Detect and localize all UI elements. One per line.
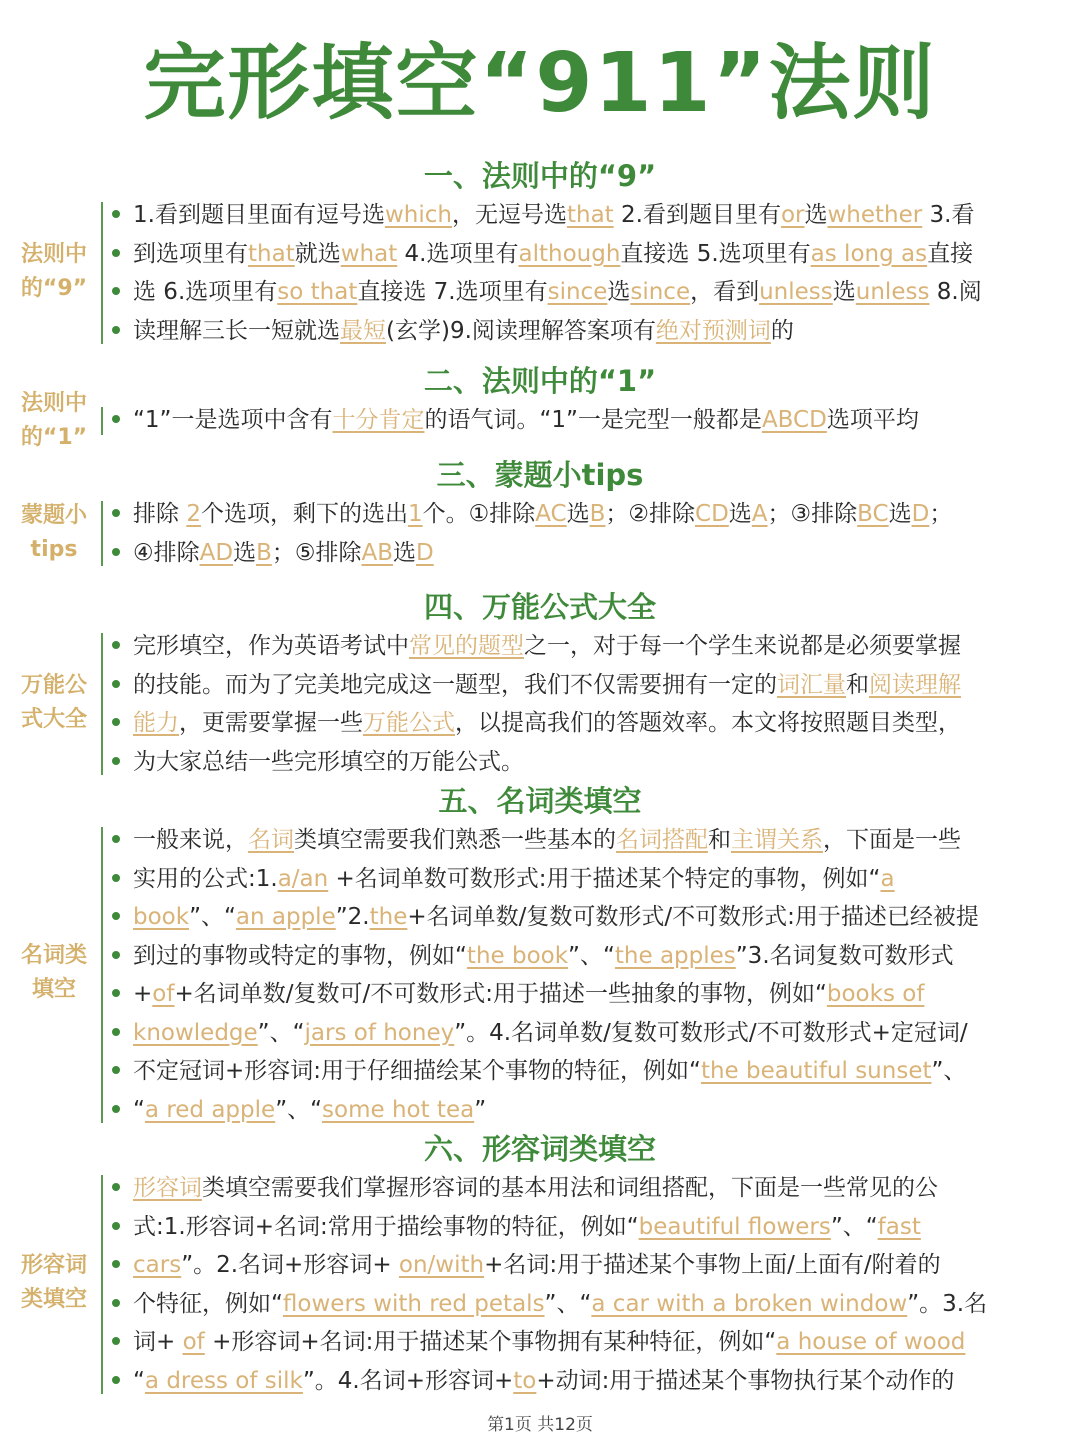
bullet-icon: [112, 249, 120, 257]
bullet-icon: [112, 1260, 120, 1268]
text-segment: ”。4.名词单数/复数可数形式/不可数形式+定冠词/: [454, 1019, 968, 1046]
keyword-highlight: 1: [407, 501, 423, 527]
keyword-highlight: what: [340, 240, 398, 267]
bullet-icon: [112, 1066, 120, 1074]
bullet-icon: [112, 1028, 120, 1036]
text-segment: 直接: [927, 240, 974, 267]
keyword-highlight: an apple: [235, 904, 336, 930]
text-line: [108, 975, 1080, 1014]
text-segment: 的: [770, 317, 794, 344]
section-lines: [108, 627, 1080, 781]
text-segment: ”。4.名词+形容词+: [302, 1367, 514, 1394]
bullet-icon: [112, 1105, 120, 1113]
keyword-highlight: unless: [759, 279, 833, 305]
text-segment: ；: [929, 501, 953, 527]
keyword-highlight: since: [630, 279, 691, 305]
bullet-icon: [112, 874, 120, 882]
section-formulas: [0, 587, 1080, 781]
bullet-icon: [112, 548, 120, 556]
text-line: [108, 495, 1080, 534]
keyword-highlight: which: [384, 202, 452, 228]
text-segment: 式:1.形容词+名词:常用于描绘事物的特征，例如“: [133, 1213, 639, 1240]
text-line: [108, 534, 1080, 573]
text-segment: ”3.名词复数可数形式: [735, 942, 954, 969]
text-segment: 直接选 5.选项里有: [620, 240, 811, 267]
section-heading: 六、形容词类填空: [423, 1132, 656, 1166]
section-lines: [108, 196, 1080, 350]
keyword-highlight: 最短: [340, 317, 386, 344]
keyword-highlight: 阅读理解: [869, 671, 961, 698]
text-segment: “1”一是选项中含有: [133, 407, 333, 433]
text-segment: 4.选项里有: [397, 240, 519, 267]
text-line: [108, 860, 1080, 899]
keyword-highlight: of: [152, 981, 175, 1007]
text-segment: ”、“: [830, 1213, 878, 1240]
bullet-icon: [112, 718, 120, 726]
section-heading: 二、法则中的“1”: [423, 364, 657, 398]
text-segment: ，无逗号选: [451, 202, 567, 228]
text-segment: ；⑤排除: [271, 539, 362, 566]
keyword-highlight: although: [518, 240, 621, 267]
text-line: [108, 196, 1080, 235]
section-heading: 四、万能公式大全: [423, 590, 656, 624]
keyword-highlight: as long as: [810, 240, 928, 267]
text-segment: 到选项里有: [133, 240, 248, 267]
bullet-icon: [112, 951, 120, 959]
text-segment: ，以提高我们的答题效率。本文将按照题目类型，: [455, 710, 961, 736]
keyword-highlight: on/with: [398, 1252, 485, 1278]
text-segment: 和: [846, 671, 869, 698]
section-label: 万能公 式大全: [20, 673, 87, 732]
text-line: [108, 743, 1080, 782]
section-adjective: [0, 1129, 1080, 1400]
bullet-icon: [112, 1337, 120, 1345]
keyword-highlight: the apples: [614, 942, 736, 969]
keyword-highlight: the: [369, 904, 408, 930]
text-segment: 8.阅: [929, 279, 982, 305]
bullet-icon: [112, 1299, 120, 1307]
text-segment: ”、“: [275, 1096, 323, 1123]
keyword-highlight: AB: [361, 539, 393, 566]
section-lines: [108, 1169, 1080, 1400]
keyword-highlight: ABCD: [761, 407, 827, 433]
section-rule-9: [0, 156, 1080, 350]
bullet-icon: [112, 1222, 120, 1230]
section-tips: [0, 455, 1080, 572]
keyword-highlight: of: [182, 1329, 205, 1355]
section-heading: 一、法则中的“9”: [423, 159, 657, 193]
text-segment: +名词单数可数形式:用于描述某个特定的事物，例如“: [328, 865, 881, 892]
text-line: [108, 666, 1080, 705]
text-segment: 直接选 7.选项里有: [357, 279, 548, 305]
keyword-highlight: 2: [186, 501, 201, 527]
text-line: [108, 1091, 1080, 1130]
section-divider: [101, 202, 103, 344]
text-line: [108, 1323, 1080, 1362]
text-segment: 之一，对于每一个学生来说都是必须要掌握: [524, 633, 961, 659]
keyword-highlight: that: [566, 202, 614, 228]
keyword-highlight: fast: [877, 1213, 921, 1240]
section-divider: [101, 407, 103, 435]
section-divider: [101, 827, 103, 1123]
text-segment: 个。①排除: [422, 501, 536, 527]
keyword-highlight: a/an: [277, 865, 329, 892]
keyword-highlight: so that: [277, 279, 358, 305]
keyword-highlight: D: [911, 501, 930, 527]
bullet-icon: [112, 210, 120, 218]
section-label: 法则中 的“1”: [20, 391, 88, 450]
bullet-icon: [112, 326, 120, 334]
text-segment: 完形填空，作为英语考试中: [133, 633, 409, 659]
keyword-highlight: since: [547, 279, 608, 305]
keyword-highlight: B: [589, 501, 606, 527]
bullet-icon: [112, 415, 120, 423]
section-divider: [101, 1175, 103, 1394]
text-segment: 1.看到题目里面有逗号选: [133, 202, 385, 228]
text-segment: +动词:用于描述某个事物执行某个动作的: [536, 1367, 955, 1394]
keyword-highlight: 名词搭配: [616, 827, 708, 853]
text-line: [108, 1285, 1080, 1324]
keyword-highlight: books of: [826, 981, 925, 1007]
keyword-highlight: that: [248, 240, 295, 267]
keyword-highlight: D: [416, 539, 434, 566]
keyword-highlight: cars: [133, 1252, 182, 1278]
keyword-highlight: 万能公式: [363, 710, 455, 736]
text-line: [108, 1246, 1080, 1285]
text-segment: ④排除: [133, 539, 200, 566]
text-segment: +: [133, 981, 153, 1007]
text-segment: 选: [804, 202, 828, 228]
text-segment: 选: [728, 501, 752, 527]
text-segment: 实用的公式:1.: [133, 865, 278, 892]
bullet-icon: [112, 757, 120, 765]
text-segment: 选: [607, 279, 631, 305]
keyword-highlight: the book: [466, 942, 569, 969]
keyword-highlight: jars of honey: [304, 1019, 455, 1046]
bullet-icon: [112, 509, 120, 517]
text-segment: +名词单数/复数可/不可数形式:用于描述一些抽象的事物，例如“: [174, 981, 827, 1007]
keyword-highlight: unless: [855, 279, 930, 305]
text-segment: 选: [888, 501, 912, 527]
text-segment: ”、“: [257, 1019, 305, 1046]
text-line: [108, 235, 1080, 274]
text-line: [108, 273, 1080, 312]
text-line: [108, 627, 1080, 666]
text-segment: ”、“: [544, 1290, 592, 1317]
keyword-highlight: to: [513, 1367, 537, 1394]
keyword-highlight: a house of wood: [776, 1329, 966, 1355]
text-line: [108, 937, 1080, 976]
text-line: [108, 1208, 1080, 1247]
text-line: [108, 401, 1080, 440]
section-heading: 三、蒙题小tips: [436, 458, 644, 492]
text-segment: ”、“: [189, 904, 236, 930]
text-segment: 的语气词。“1”一是完型一般都是: [424, 407, 762, 433]
text-segment: 选项平均: [826, 407, 919, 433]
keyword-highlight: a dress of silk: [144, 1367, 303, 1394]
text-line: [108, 312, 1080, 351]
text-line: [108, 704, 1080, 743]
text-segment: 为大家总结一些完形填空的万能公式。: [133, 748, 524, 775]
text-segment: 的技能。而为了完美地完成这一题型，我们不仅需要拥有一定的: [133, 671, 777, 698]
bullet-icon: [112, 1376, 120, 1384]
text-segment: ”。2.名词+形容词+: [181, 1252, 399, 1278]
text-segment: “: [133, 1367, 145, 1394]
bullet-icon: [112, 835, 120, 843]
keyword-highlight: 名词: [248, 827, 294, 853]
text-segment: 类填空需要我们熟悉一些基本的: [294, 827, 616, 853]
text-segment: ，更需要掌握一些: [179, 710, 363, 736]
text-segment: ”、: [931, 1058, 967, 1084]
bullet-icon: [112, 912, 120, 920]
keyword-highlight: flowers with red petals: [282, 1290, 545, 1317]
keyword-highlight: a red apple: [144, 1096, 276, 1123]
keyword-highlight: 十分肯定: [332, 407, 425, 433]
keyword-highlight: 能力: [133, 710, 179, 736]
section-label: 名词类 填空: [20, 943, 87, 1002]
keyword-highlight: whether: [827, 202, 923, 228]
text-segment: 一般来说，: [133, 827, 248, 853]
text-segment: 个特征，例如“: [133, 1290, 283, 1317]
section-heading: 五、名词类填空: [438, 784, 642, 818]
text-segment: 到过的事物或特定的事物，例如“: [133, 942, 467, 969]
section-rule-1: [0, 361, 1080, 450]
text-segment: 就选: [294, 240, 341, 267]
keyword-highlight: 常见的题型: [409, 633, 524, 659]
text-segment: “: [133, 1096, 145, 1123]
keyword-highlight: AC: [535, 501, 567, 527]
section-lines: [108, 821, 1080, 1129]
text-segment: 不定冠词+形容词:用于仔细描绘某个事物的特征，例如“: [133, 1058, 701, 1084]
keyword-highlight: 形容词: [133, 1175, 202, 1201]
section-label: 形容词 类填空: [20, 1253, 87, 1312]
text-segment: 读理解三长一短就选: [133, 317, 340, 344]
bullet-icon: [112, 1183, 120, 1191]
text-segment: +名词:用于描述某个事物上面/上面有/附着的: [484, 1252, 941, 1278]
text-segment: 词+: [133, 1329, 183, 1355]
keyword-highlight: knowledge: [133, 1019, 258, 1046]
keyword-highlight: book: [133, 904, 190, 930]
keyword-highlight: a: [880, 865, 895, 892]
text-segment: +形容词+名词:用于描述某个事物拥有某种特征，例如“: [204, 1329, 777, 1355]
text-segment: 选: [832, 279, 856, 305]
text-segment: ”。3.名: [907, 1290, 988, 1317]
keyword-highlight: beautiful flowers: [638, 1213, 831, 1240]
text-segment: ；②排除: [605, 501, 696, 527]
keyword-highlight: A: [751, 501, 768, 527]
text-line: [108, 821, 1080, 860]
text-segment: +名词单数/复数可数形式/不可数形式:用于描述已经被提: [407, 904, 979, 930]
text-line: [108, 898, 1080, 937]
page-footer: 第1页 共12页: [487, 1415, 593, 1435]
section-lines: [108, 401, 1080, 440]
text-segment: 选: [393, 539, 416, 566]
text-segment: ”: [474, 1096, 487, 1123]
text-segment: 选 6.选项里有: [133, 279, 278, 305]
bullet-icon: [112, 641, 120, 649]
keyword-highlight: 绝对预测词: [655, 317, 771, 344]
text-segment: (玄学)9.阅读理解答案项有: [386, 317, 656, 344]
text-segment: ；③排除: [767, 501, 858, 527]
bullet-icon: [112, 989, 120, 997]
section-noun: [0, 781, 1080, 1129]
text-line: [108, 1362, 1080, 1401]
keyword-highlight: the beautiful sunset: [700, 1058, 932, 1084]
keyword-highlight: 主谓关系: [731, 827, 823, 853]
section-divider: [101, 633, 103, 775]
section-label: 法则中 的“9”: [20, 242, 88, 301]
bullet-icon: [112, 680, 120, 688]
keyword-highlight: a car with a broken window: [591, 1290, 908, 1317]
text-segment: 类填空需要我们掌握形容词的基本用法和词组搭配，下面是一些常见的公: [202, 1175, 938, 1201]
text-segment: 2.看到题目里有: [613, 202, 781, 228]
section-divider: [101, 501, 103, 566]
text-segment: 排除: [133, 501, 187, 527]
text-line: [108, 1052, 1080, 1091]
bullet-icon: [112, 287, 120, 295]
section-lines: [108, 495, 1080, 572]
text-segment: 和: [708, 827, 731, 853]
keyword-highlight: B: [256, 539, 272, 566]
text-segment: 3.看: [922, 202, 975, 228]
text-segment: ，看到: [690, 279, 760, 305]
page-title: 完形填空“911”法则: [143, 36, 937, 131]
text-segment: 个选项，剩下的选出: [200, 501, 408, 527]
keyword-highlight: 词汇量: [777, 671, 846, 698]
text-line: [108, 1169, 1080, 1208]
text-line: [108, 1014, 1080, 1053]
keyword-highlight: CD: [695, 501, 729, 527]
section-label: 蒙题小 tips: [20, 503, 87, 562]
text-segment: 选: [233, 539, 257, 566]
text-segment: 选: [566, 501, 590, 527]
keyword-highlight: some hot tea: [322, 1096, 475, 1123]
keyword-highlight: BC: [857, 501, 889, 527]
keyword-highlight: or: [780, 202, 805, 228]
text-segment: ，下面是一些: [823, 827, 961, 853]
keyword-highlight: AD: [199, 539, 234, 566]
text-segment: ”、“: [568, 942, 615, 969]
text-segment: ”2.: [335, 904, 370, 930]
